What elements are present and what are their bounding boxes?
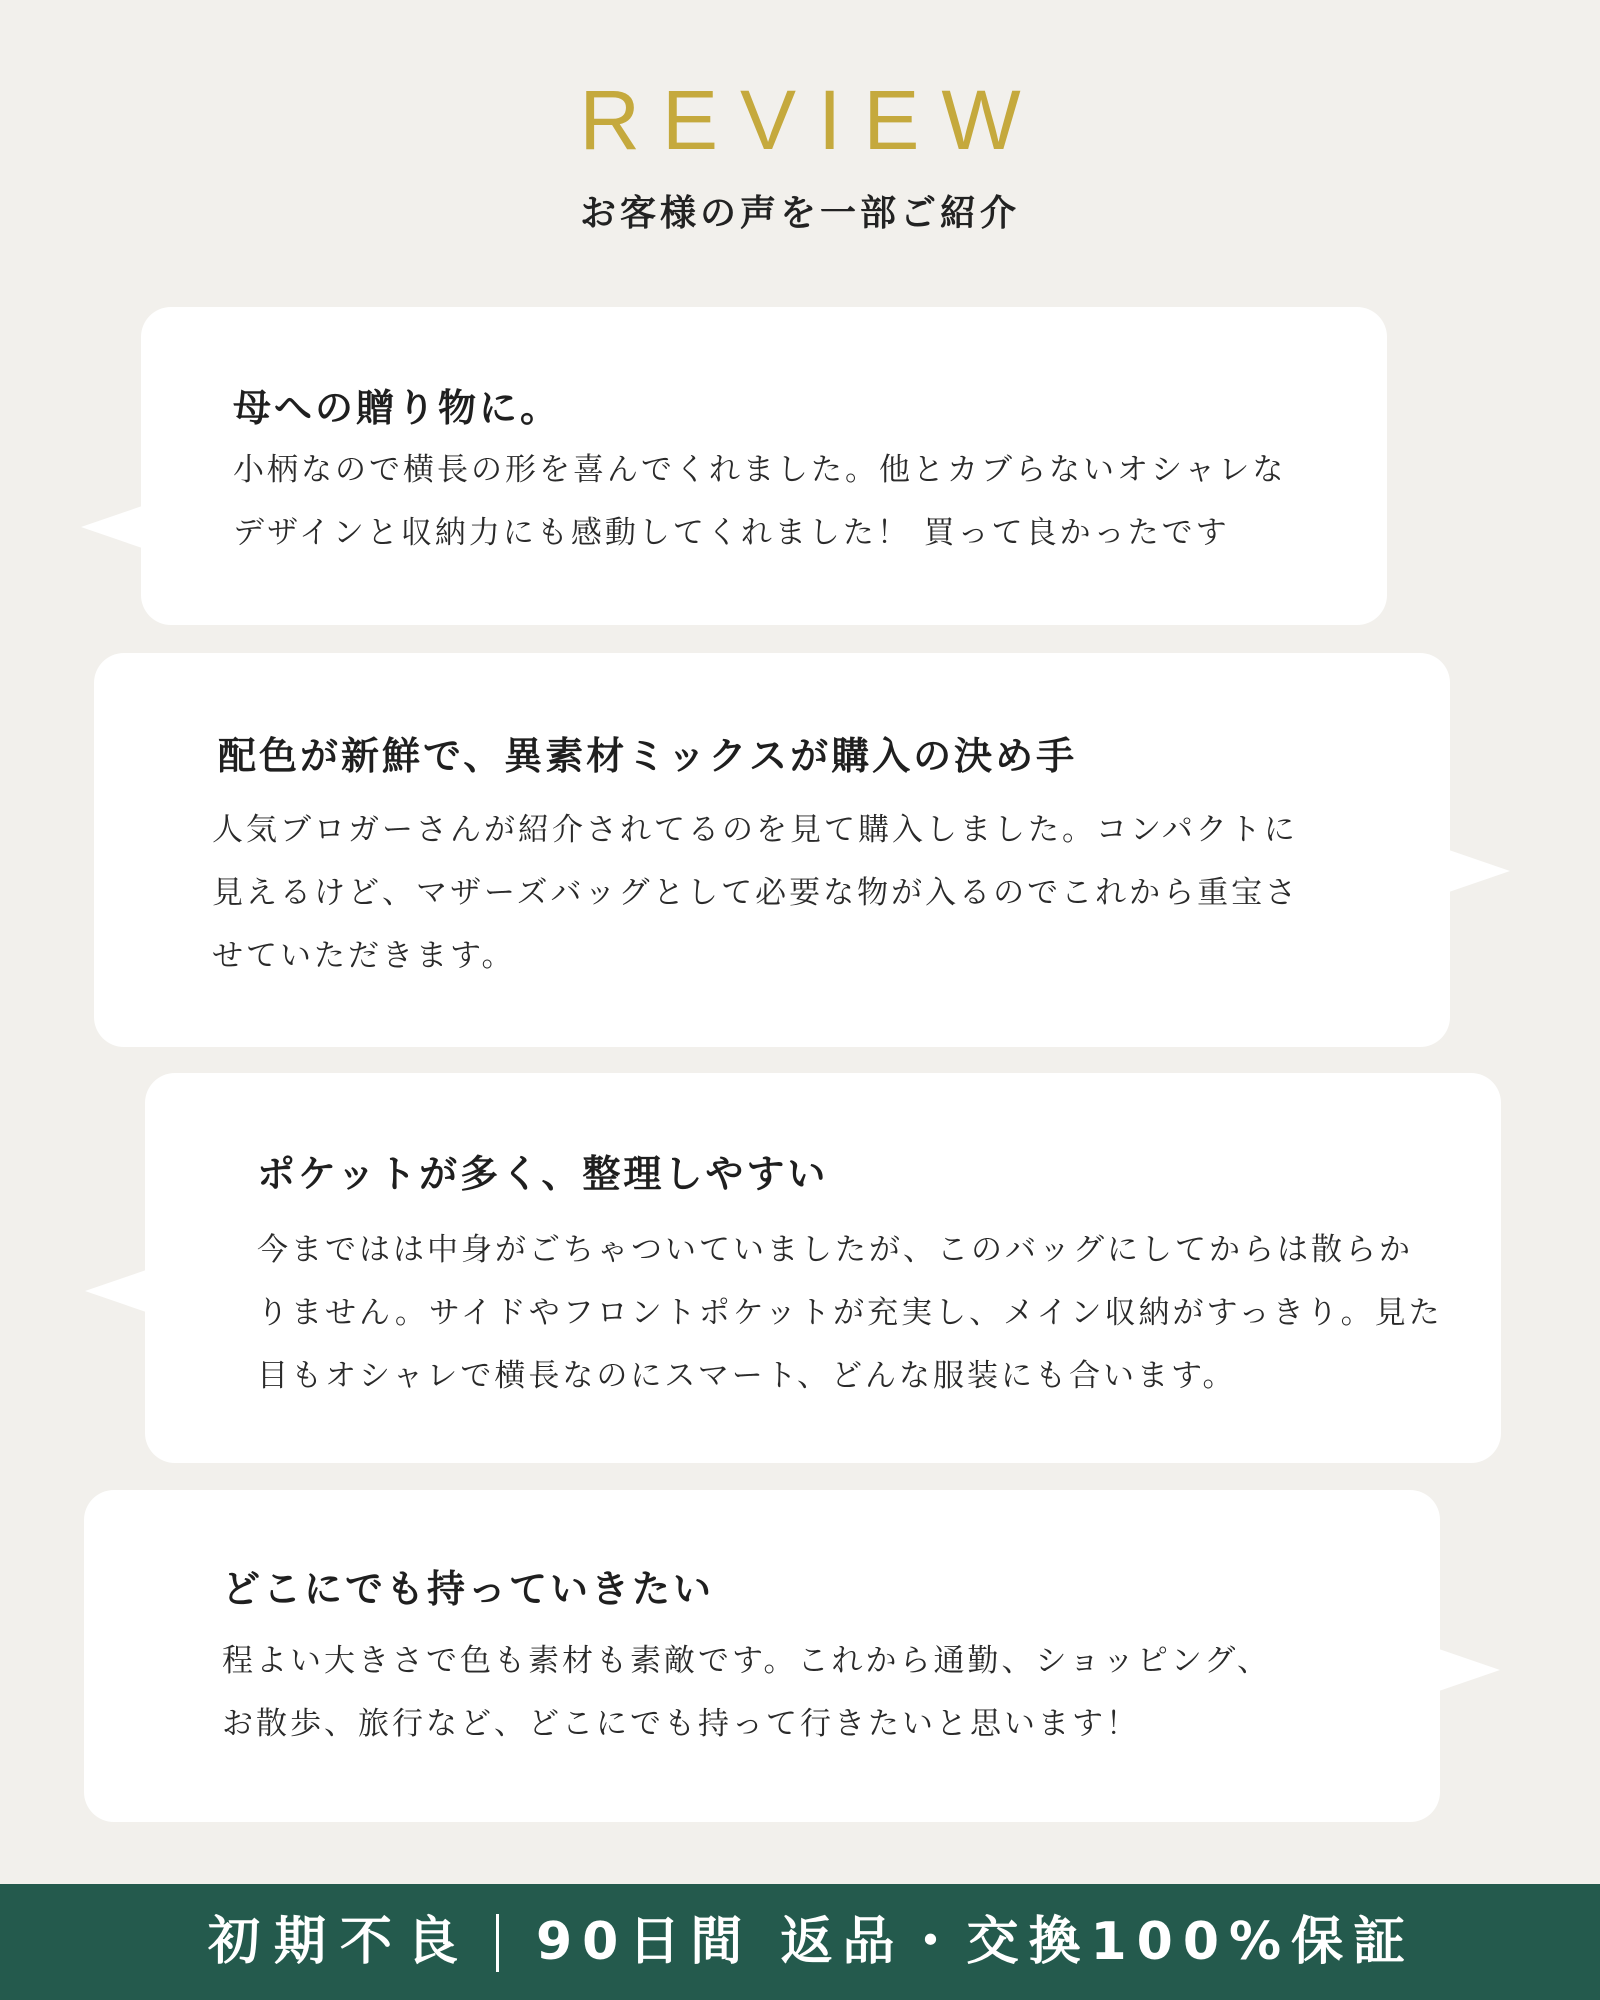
divider xyxy=(496,1914,499,1972)
review-text-line: デザインと収納力にも感動してくれました！ 買って良かったです xyxy=(233,515,1230,551)
review-text-line: 見えるけど、マザーズバッグとして必要な物が入るのでこれから重宝さ xyxy=(212,875,1300,911)
review-card-4 xyxy=(84,1490,1440,1822)
review-title-3: ポケットが多く、整理しやすい xyxy=(257,1152,829,1196)
review-text-line: 今まではは中身がごちゃついていましたが、このバッグにしてからは散らか xyxy=(257,1232,1413,1268)
review-text-line: 人気ブロガーさんが紹介されてるのを見て購入しました。コンパクトに xyxy=(212,812,1298,848)
review-text-line: 目もオシャレで横長なのにスマート、どんな服装にも合います。 xyxy=(257,1358,1237,1394)
review-card-2 xyxy=(94,653,1450,1047)
review-text-1 xyxy=(233,439,1286,565)
review-heading: REVIEW xyxy=(579,73,1043,167)
review-text-line: せていただきます。 xyxy=(212,938,516,974)
review-text-2 xyxy=(212,799,1299,988)
review-card-1 xyxy=(141,307,1387,625)
review-text-4 xyxy=(222,1630,1271,1756)
speech-bubble-tail xyxy=(1446,849,1510,893)
review-text-line: 小柄なので横長の形を喜んでくれました。他とカブらないオシャレな xyxy=(233,452,1287,488)
review-title-1: 母への贈り物に。 xyxy=(233,386,562,430)
review-text-line: お散歩、旅行など、どこにでも持って行きたいと思います！ xyxy=(222,1706,1140,1742)
speech-bubble-tail xyxy=(1436,1648,1500,1692)
speech-bubble-tail xyxy=(81,505,145,549)
review-card-3 xyxy=(145,1073,1501,1463)
review-text-line: 程よい大きさで色も素材も素敵です。これから通勤、ショッピング、 xyxy=(222,1643,1272,1679)
review-subheading: お客様の声を一部ご紹介 xyxy=(579,193,1020,234)
review-title-2: 配色が新鮮で、異素材ミックスが購入の決め手 xyxy=(218,734,1078,778)
review-title-4: どこにでも持っていきたい xyxy=(222,1567,715,1611)
guarantee-label: 初期不良 xyxy=(208,1912,473,1972)
guarantee-banner xyxy=(0,1884,1600,2000)
review-text-line: りません。サイドやフロントポケットが充実し、メイン収納がすっきり。見た xyxy=(257,1295,1443,1331)
review-text-3 xyxy=(257,1219,1443,1408)
speech-bubble-tail xyxy=(85,1269,149,1313)
guarantee-text: 90日間 返品・交換100%保証 xyxy=(536,1912,1416,1972)
